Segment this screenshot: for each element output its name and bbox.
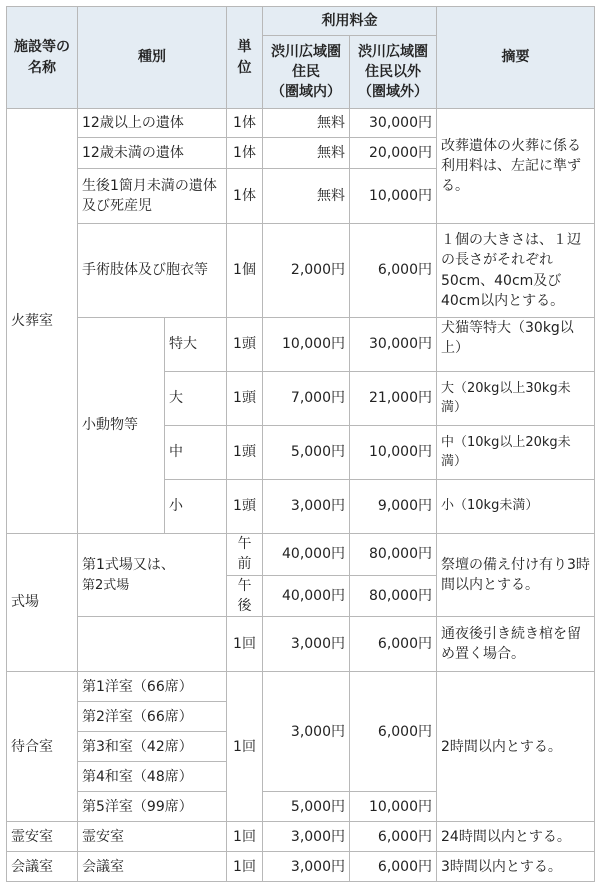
type-cell-empty [78,617,227,672]
unit-cell: 1回 [227,852,263,882]
resident-fee: 3,000円 [263,852,350,882]
unit-cell: 1体 [227,169,263,224]
type-cell: 会議室 [78,852,227,882]
unit-cell: 1頭 [227,480,263,534]
unit-cell: 1体 [227,138,263,169]
fee-table [6,6,595,882]
header-unit: 単位 [227,7,263,109]
table-row [7,852,595,882]
resident-fee: 40,000円 [263,575,350,617]
resident-fee: 3,000円 [263,617,350,672]
type-cell: 手術肢体及び胞衣等 [78,224,227,318]
table-row [7,109,595,138]
resident-fee: 3,000円 [263,822,350,852]
type-cell: 12歳以上の遺体 [78,109,227,138]
nonresident-fee: 10,000円 [350,169,437,224]
header-type: 種別 [78,7,227,109]
facility-meeting: 会議室 [7,852,78,882]
facility-ceremony: 式場 [7,534,78,672]
room-cell: 第3和室（42席） [78,732,227,762]
unit-cell: 1回 [227,822,263,852]
size-cell: 大 [165,372,227,426]
unit-cell: 1頭 [227,426,263,480]
type-cell: 12歳未満の遺体 [78,138,227,169]
resident-fee: 無料 [263,138,350,169]
resident-fee: 40,000円 [263,534,350,576]
room-cell: 第2洋室（66席） [78,702,227,732]
note-cell: 中（10kg以上20kg未満） [437,426,595,480]
nonresident-fee: 6,000円 [350,672,437,792]
note-cell: 犬猫等特大（30kg以上） [437,318,595,372]
header-fee-group: 利用料金 [263,7,437,36]
size-cell: 特大 [165,318,227,372]
table-row [7,822,595,852]
note-cell: 小（10kg未満） [437,480,595,534]
nonresident-fee: 20,000円 [350,138,437,169]
unit-cell: 1体 [227,109,263,138]
nonresident-fee: 10,000円 [350,426,437,480]
nonresident-fee: 30,000円 [350,109,437,138]
table-row [7,534,595,576]
type-cell: 霊安室 [78,822,227,852]
room-cell: 第1洋室（66席） [78,672,227,702]
table-row [7,617,595,672]
resident-fee: 3,000円 [263,672,350,792]
resident-fee: 3,000円 [263,480,350,534]
table-row [7,318,595,372]
nonresident-fee: 80,000円 [350,534,437,576]
size-cell: 小 [165,480,227,534]
type-cell: 小動物等 [78,318,165,534]
header-facility: 施設等の名称 [7,7,78,109]
resident-fee: 無料 [263,169,350,224]
resident-fee: 10,000円 [263,318,350,372]
facility-waiting: 待合室 [7,672,78,822]
nonresident-fee: 6,000円 [350,224,437,318]
nonresident-fee: 9,000円 [350,480,437,534]
note-cell: 3時間以内とする。 [437,852,595,882]
nonresident-fee: 21,000円 [350,372,437,426]
note-cell: 改葬遺体の火葬に係る利用料は、左記に準ずる。 [437,109,595,224]
nonresident-fee: 30,000円 [350,318,437,372]
table-row [7,672,595,702]
header-nonresident: 渋川広域圏 住民以外 （圏域外） [350,36,437,109]
unit-cell: 1頭 [227,318,263,372]
note-cell: 24時間以内とする。 [437,822,595,852]
room-cell: 第4和室（48席） [78,762,227,792]
table-row [7,224,595,318]
note-cell: 大（20kg以上30kg未満） [437,372,595,426]
type-cell: 生後1箇月未満の遺体及び死産児 [78,169,227,224]
room-cell: 第5洋室（99席） [78,792,227,822]
resident-fee: 5,000円 [263,426,350,480]
nonresident-fee: 80,000円 [350,575,437,617]
unit-cell: 午後 [227,575,263,617]
nonresident-fee: 10,000円 [350,792,437,822]
facility-mortuary: 霊安室 [7,822,78,852]
resident-fee: 無料 [263,109,350,138]
resident-fee: 7,000円 [263,372,350,426]
type-cell: 第1式場又は、 第2式場 [78,534,227,617]
note-cell: 祭壇の備え付け有り3時間以内とする。 [437,534,595,617]
header-note: 摘要 [437,7,595,109]
header-resident: 渋川広域圏 住民 （圏域内） [263,36,350,109]
unit-cell: 午前 [227,534,263,576]
nonresident-fee: 6,000円 [350,852,437,882]
note-cell: 通夜後引き続き棺を留め置く場合。 [437,617,595,672]
facility-crematory: 火葬室 [7,109,78,534]
unit-cell: 1個 [227,224,263,318]
size-cell: 中 [165,426,227,480]
resident-fee: 2,000円 [263,224,350,318]
resident-fee: 5,000円 [263,792,350,822]
nonresident-fee: 6,000円 [350,822,437,852]
unit-cell: 1回 [227,672,263,822]
note-cell: 2時間以内とする。 [437,672,595,822]
unit-cell: 1頭 [227,372,263,426]
note-cell: １個の大きさは、１辺の長さがそれぞれ50cm、40cm及び40cm以内とする。 [437,224,595,318]
nonresident-fee: 6,000円 [350,617,437,672]
unit-cell: 1回 [227,617,263,672]
